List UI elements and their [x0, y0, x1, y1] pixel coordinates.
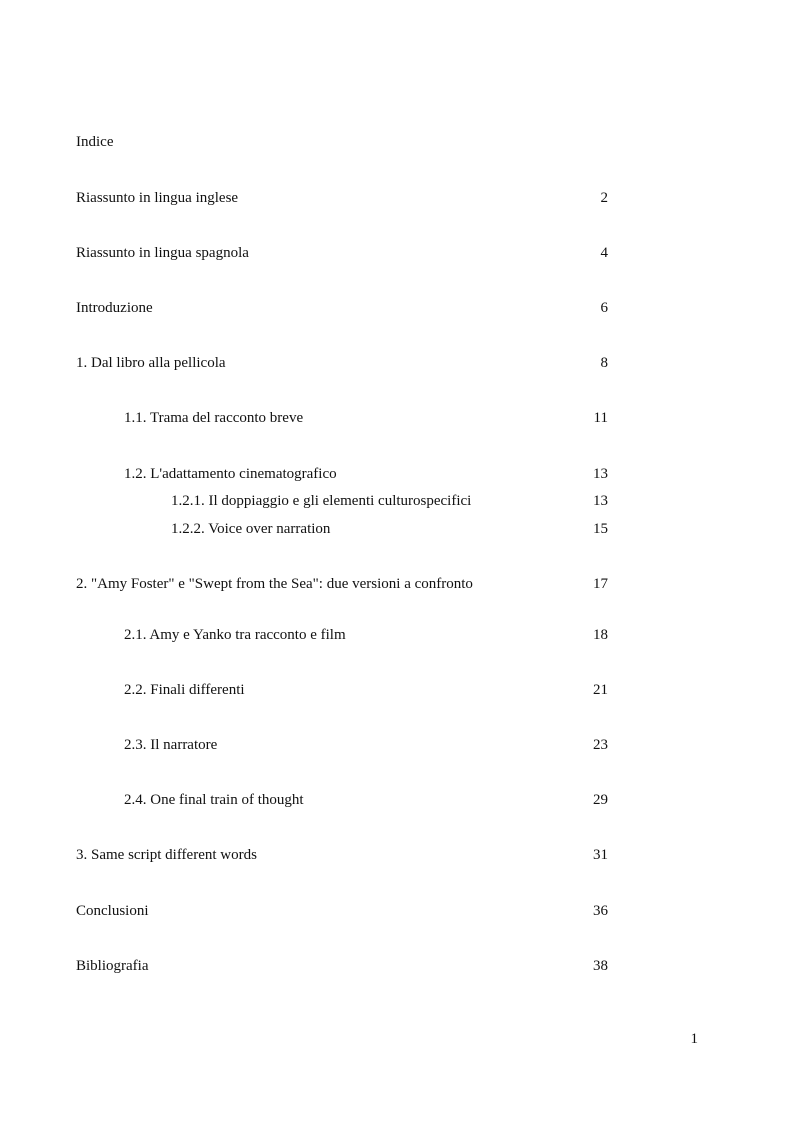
toc-entry-page: 21 — [593, 682, 608, 698]
toc-entry-page: 18 — [593, 627, 608, 643]
toc-entry[interactable] — [0, 681, 794, 699]
toc-entry[interactable] — [0, 465, 794, 483]
page-number: 1 — [690, 1031, 698, 1047]
toc-entry[interactable] — [0, 957, 794, 975]
toc-entry-label: 2.4. One final train of thought — [124, 792, 304, 808]
toc-entry-page: 31 — [593, 847, 608, 863]
toc-entry-label: 1.1. Trama del racconto breve — [124, 410, 304, 426]
toc-entry-page: 4 — [600, 245, 608, 261]
toc-entry-page: 15 — [593, 521, 608, 537]
toc-entry-label: 2.3. Il narratore — [124, 737, 218, 753]
toc-entry[interactable] — [0, 791, 794, 809]
toc-entry-label: Introduzione — [76, 300, 153, 316]
toc-entry-label: Conclusioni — [76, 903, 149, 919]
toc-entry-page: 23 — [593, 737, 608, 753]
toc-entry-page: 36 — [593, 903, 608, 919]
toc-entry-label: 1.2.1. Il doppiaggio e gli elementi culturospecifici — [171, 493, 472, 509]
toc-entry-label: Riassunto in lingua inglese — [76, 190, 239, 206]
toc-entry-page: 13 — [593, 493, 608, 509]
toc-entry-label: 1.2. L'adattamento cinematografico — [124, 466, 337, 482]
toc-entry[interactable] — [0, 189, 794, 207]
toc-entry-page: 17 — [593, 576, 608, 592]
toc-entry-page: 6 — [600, 300, 608, 316]
toc-entry-label: 1.2.2. Voice over narration — [171, 521, 331, 537]
toc-entry[interactable] — [0, 846, 794, 864]
toc-entry[interactable] — [0, 736, 794, 754]
toc-entry-page: 11 — [593, 410, 608, 426]
toc-entry[interactable] — [0, 626, 794, 644]
toc-entry-label: 1. Dal libro alla pellicola — [76, 355, 226, 371]
toc-entry-page: 13 — [593, 466, 608, 482]
toc-entry-label: 2.1. Amy e Yanko tra racconto e film — [124, 627, 346, 643]
toc-title: Indice — [76, 134, 114, 150]
toc-entry-label: 3. Same script different words — [76, 847, 257, 863]
toc-entry[interactable] — [0, 520, 794, 538]
toc-entry[interactable] — [0, 409, 794, 427]
toc-entry-label: Riassunto in lingua spagnola — [76, 245, 249, 261]
toc-entry-page: 8 — [600, 355, 608, 371]
toc-entry-page: 29 — [593, 792, 608, 808]
toc-entry-label: 2.2. Finali differenti — [124, 682, 245, 698]
toc-entry[interactable] — [0, 902, 794, 920]
toc-entry[interactable] — [0, 244, 794, 262]
toc-entry[interactable] — [0, 492, 794, 510]
toc-entry[interactable] — [0, 575, 794, 593]
toc-entry-label: Bibliografia — [76, 958, 149, 974]
toc-entry-label: 2. "Amy Foster" e "Swept from the Sea": due versioni a confronto — [76, 576, 473, 592]
toc-entry-page: 2 — [600, 190, 608, 206]
toc-entry-page: 38 — [593, 958, 608, 974]
toc-entry[interactable] — [0, 354, 794, 372]
toc-entry[interactable] — [0, 299, 794, 317]
